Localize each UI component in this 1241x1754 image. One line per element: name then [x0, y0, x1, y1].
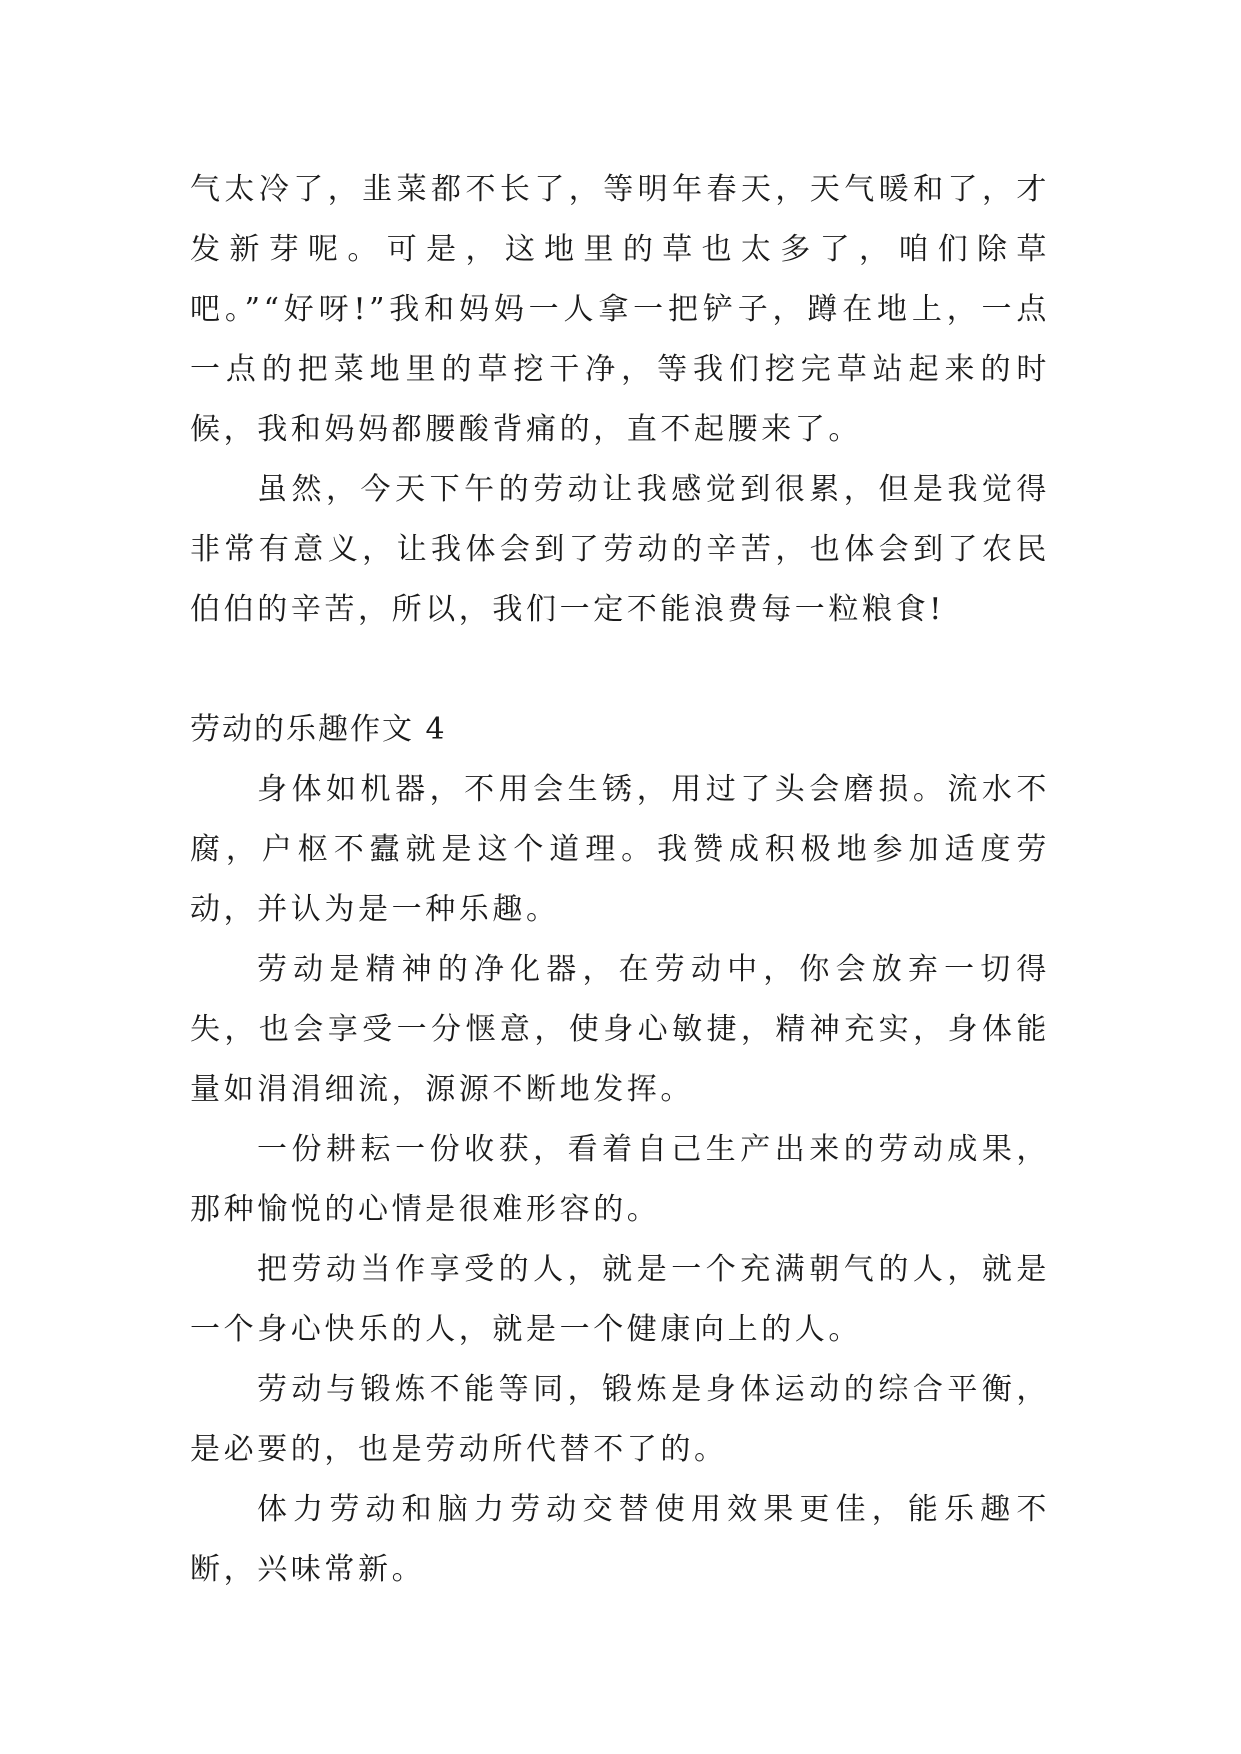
document-body [190, 160, 1050, 1600]
essay-paragraph-3: 一份耕耘一份收获，看着自己生产出来的劳动成果，那种愉悦的心情是很难形容的。 [190, 1132, 1050, 1227]
essay-title: 劳动的乐趣作文 4 [190, 712, 447, 747]
continued-paragraph: 气太冷了，韭菜都不长了，等明年春天，天气暖和了，才发新芽呢。可是，这地里的草也太多了，咱们除草吧。”“好呀!”我和妈妈一人拿一把铲子，蹲在地上，一点一点的把菜地里的草挖干净，等我们挖完草站起来的时候，我和妈妈都腰酸背痛的，直不起腰来了。 [190, 172, 1050, 447]
closing-paragraph: 虽然，今天下午的劳动让我感觉到很累，但是我觉得非常有意义，让我体会到了劳动的辛苦，也体会到了农民伯伯的辛苦，所以，我们一定不能浪费每一粒粮食! [190, 472, 1050, 627]
section-gap [190, 640, 1050, 700]
essay-paragraph-1: 身体如机器，不用会生锈，用过了头会磨损。流水不腐，户枢不蠹就是这个道理。我赞成积极地参加适度劳动，并认为是一种乐趣。 [190, 772, 1050, 927]
essay-paragraph-2: 劳动是精神的净化器，在劳动中，你会放弃一切得失，也会享受一分惬意，使身心敏捷，精神充实，身体能量如涓涓细流，源源不断地发挥。 [190, 952, 1050, 1107]
essay-paragraph-4: 把劳动当作享受的人，就是一个充满朝气的人，就是一个身心快乐的人，就是一个健康向上的人。 [190, 1252, 1050, 1347]
essay-paragraph-5: 劳动与锻炼不能等同，锻炼是身体运动的综合平衡，是必要的，也是劳动所代替不了的。 [190, 1372, 1050, 1467]
essay-paragraph-6: 体力劳动和脑力劳动交替使用效果更佳，能乐趣不断，兴味常新。 [190, 1492, 1050, 1587]
